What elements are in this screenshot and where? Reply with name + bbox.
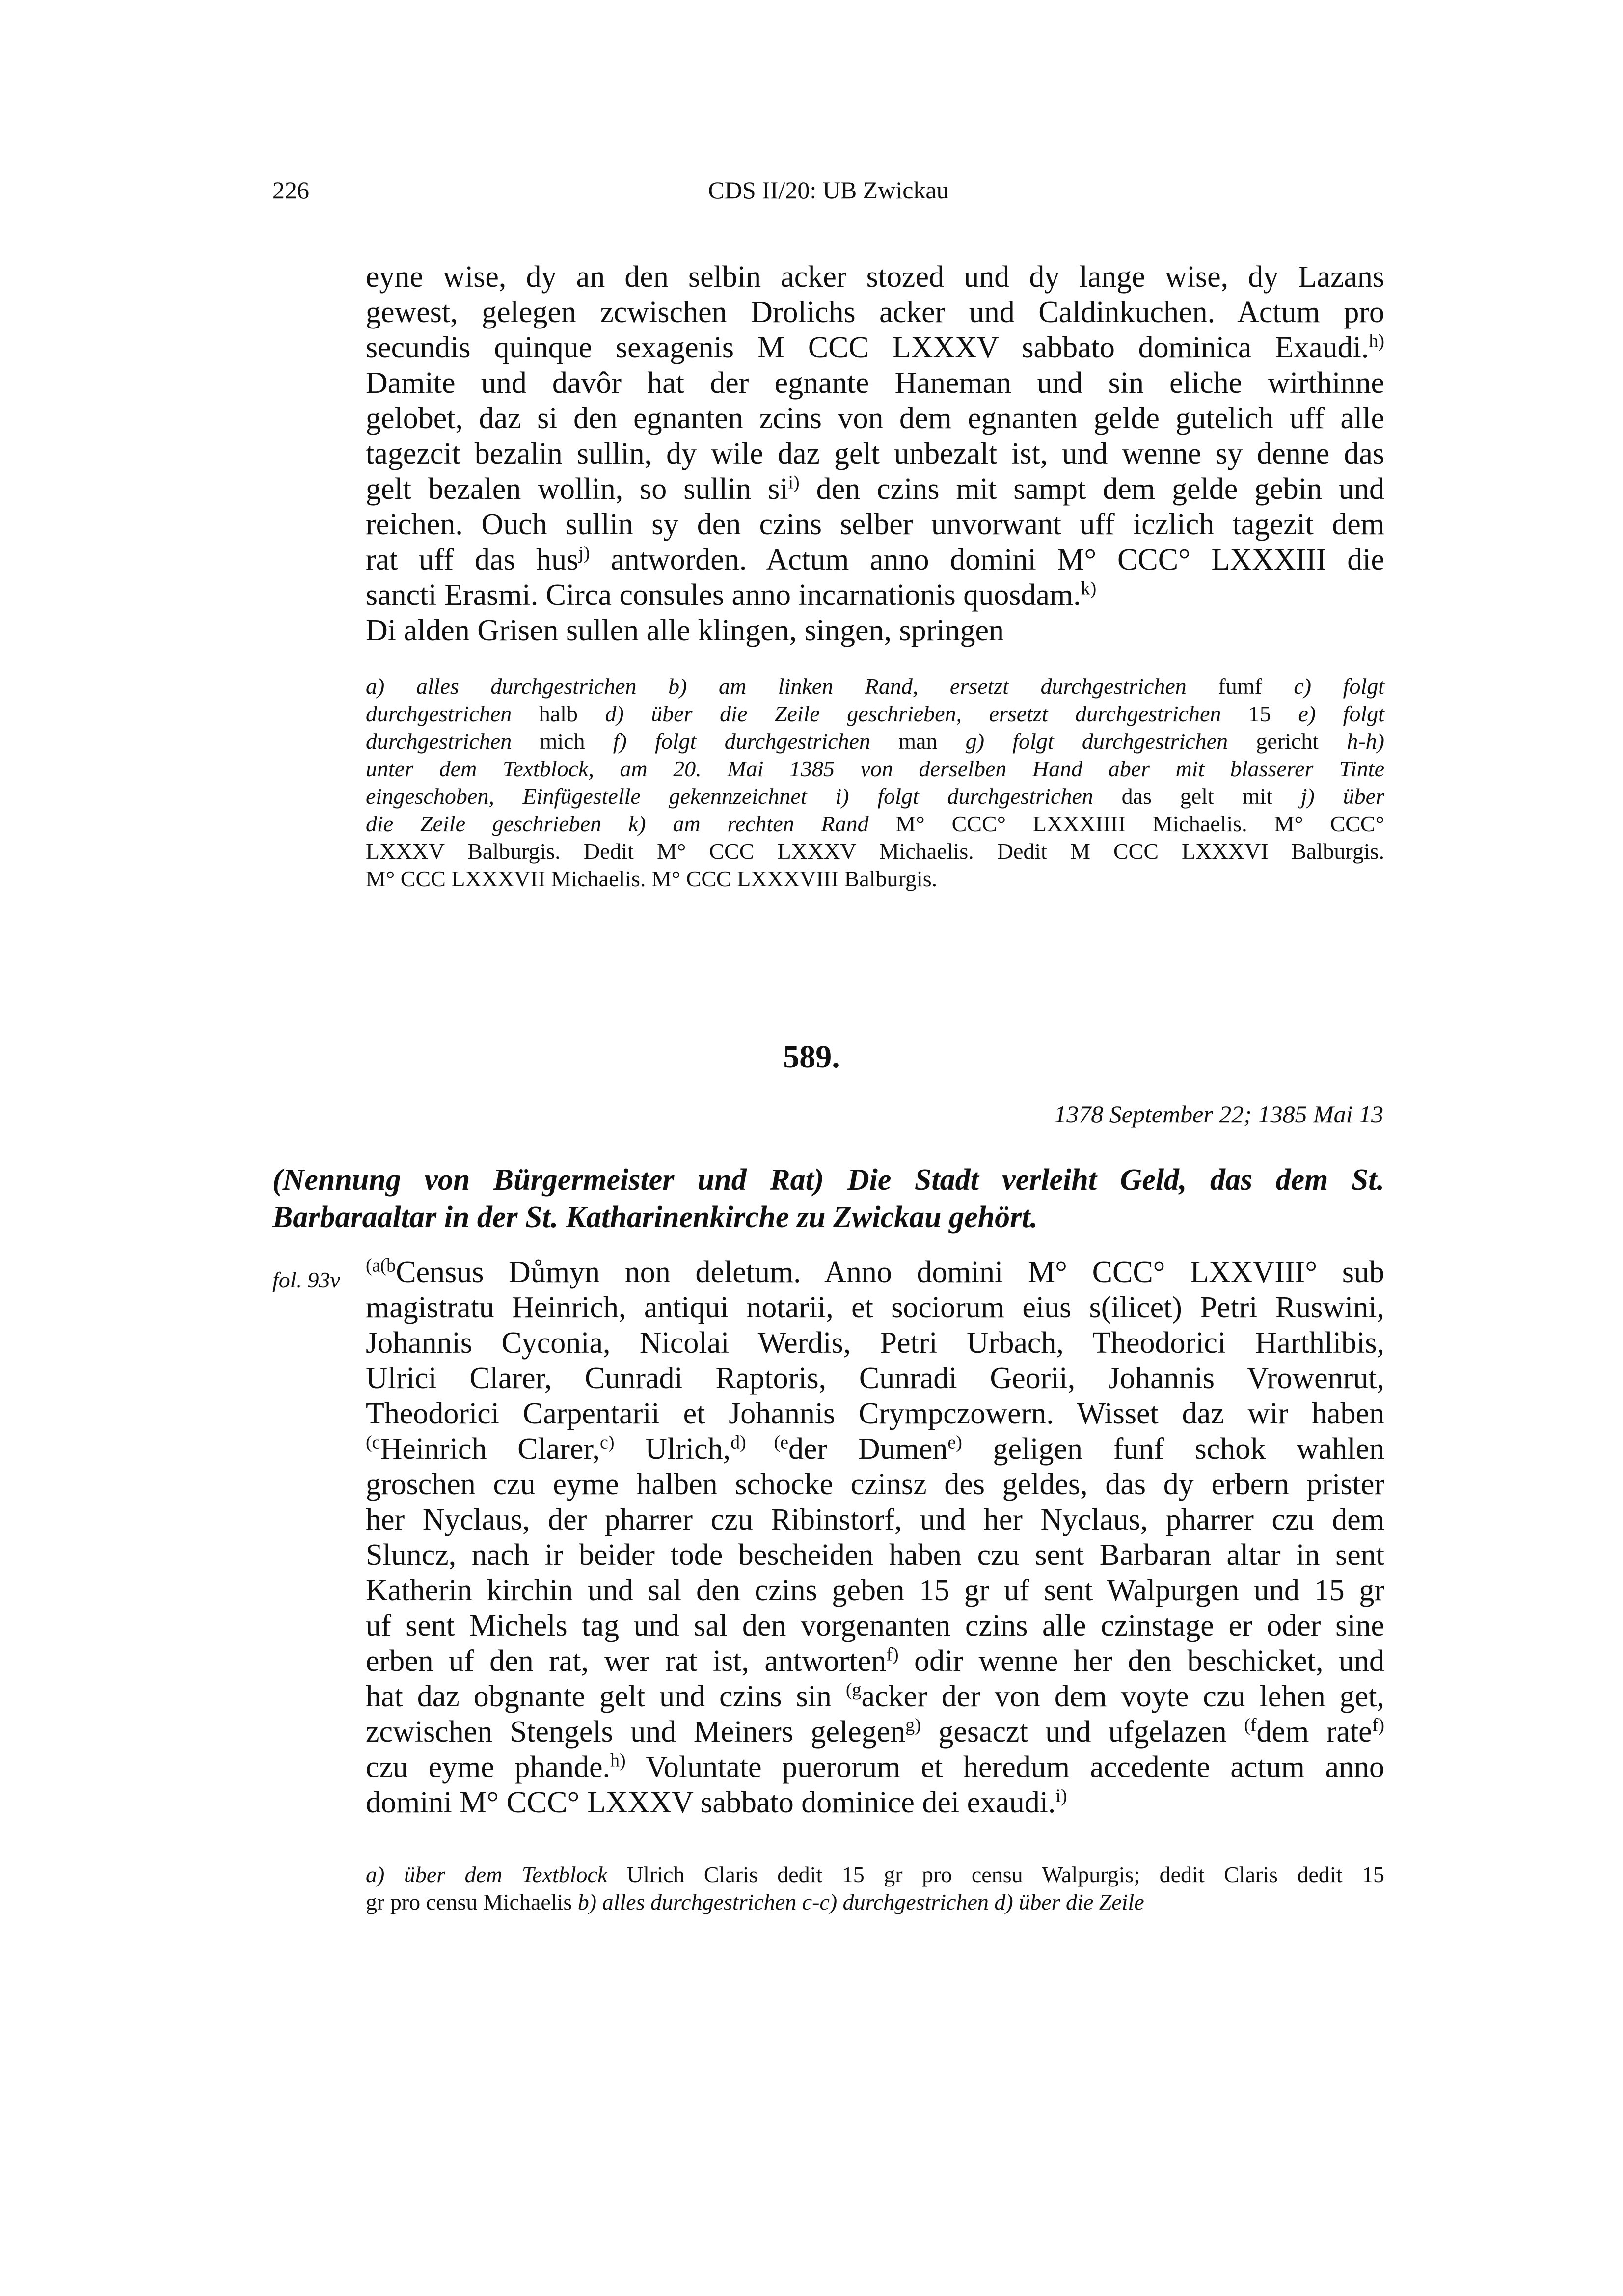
- document-number: 589.: [783, 1039, 840, 1075]
- text-line: gelt bezalen wollin, so sullin $si^{i)}$ den czins mit sampt dem gelde gebin und: [366, 472, 1385, 506]
- body-line: zcwischen Stengels und Meiners gelegen$^{g)}$ gesaczt und ufgelazen $^{(f}$dem rate$^{f)}$: [366, 1715, 1385, 1749]
- apparatus-line: M° CCC LXXXVII Michaelis. M° CCC LXXXVIII Balburgis.: [366, 866, 938, 891]
- footnote-marker: h): [1369, 330, 1384, 352]
- apparatus-line: a) über dem Textblock Ulrich Claris dedit 15 gr pro censu Walpurgis; dedit Claris dedit 15: [366, 1862, 1384, 1887]
- continued-text: [366, 259, 1384, 648]
- running-title: CDS II/20: UB Zwickau: [708, 176, 949, 204]
- regest: [272, 1161, 1384, 1236]
- critical-apparatus-2: [366, 1861, 1384, 1916]
- footnote-marker: j): [578, 543, 590, 564]
- body-line: czu eyme phande.$^{h)}$ Voluntate puerorum et heredum accedente actum anno: [366, 1750, 1384, 1784]
- critical-apparatus-1: [366, 673, 1384, 893]
- folio-reference: fol. 93v: [272, 1267, 340, 1292]
- apparatus-line: gr pro censu Michaelis b) alles durchgestrichen c-c) durchgestrichen d) über die Zeile: [366, 1889, 1144, 1914]
- text-line: eyne wise, dy an den selbin acker stozed und dy lange wise, dy Lazans: [366, 260, 1384, 294]
- text-line: gelobet, daz si den egnanten zcins von dem egnanten gelde gutelich uff alle: [366, 402, 1384, 435]
- text-line: sancti Erasmi. Circa consules anno incarnationis quosdam.$^{k)}$: [366, 578, 1097, 612]
- footnote-marker: i): [788, 472, 800, 493]
- apparatus-line: LXXXV Balburgis. Dedit M° CCC LXXXV Michaelis. Dedit M CCC LXXXVI Balburgis.: [366, 839, 1384, 864]
- body-line: Ulrici Clarer, Cunradi Raptoris, Cunradi Georii, Johannis Vrowenrut,: [366, 1362, 1384, 1395]
- regest-line: Barbaraaltar in der St. Katharinenkirche zu Zwickau gehört.: [272, 1201, 1038, 1234]
- body-line: $^{(c}$Heinrich Clarer,$^{c)}$ Ulrich,$^{d)}$ $^{(e}$der Dumen$^{e)}$ geligen funf schok wahlen: [366, 1432, 1385, 1466]
- document-body: [366, 1255, 1384, 1820]
- page-header: [272, 176, 1384, 215]
- body-line: erben uf den rat, wer rat ist, antworten$^{f)}$ odir wenne her den beschicket, und: [366, 1644, 1384, 1678]
- apparatus-line: durchgestrichen halb d) über die Zeile geschrieben, ersetzt durchgestrichen 15 e) folgt: [366, 701, 1384, 726]
- apparatus-line: unter dem Textblock, am 20. Mai 1385 von derselben Hand aber mit blasserer Tinte: [366, 756, 1384, 781]
- body-line: groschen czu eyme halben schocke czinsz des geldes, das dy erbern prister: [366, 1468, 1384, 1501]
- page-number: 226: [272, 176, 309, 204]
- text-line: secundis quinque sexagenis M CCC LXXXV sabbato dominica Exaudi.$^{h)}$: [366, 330, 1384, 364]
- apparatus-line: a) alles durchgestrichen b) am linken Rand, ersetzt durchgestrichen fumf c) folgt: [366, 674, 1385, 699]
- document-date: 1378 September 22; 1385 Mai 13: [1054, 1100, 1383, 1128]
- text-line: Di alden Grisen sullen alle klingen, singen, springen: [366, 614, 1004, 647]
- body-line: domini M° CCC° LXXXV sabbato dominice dei exaudi.$^{i)}$: [366, 1785, 1067, 1819]
- text-line: reichen. Ouch sullin sy den czins selber unvorwant uff iczlich tagezit dem: [366, 508, 1384, 541]
- body-line: Sluncz, nach ir beider tode bescheiden haben czu sent Barbaran altar in sent: [366, 1538, 1384, 1572]
- footnote-marker: k): [1081, 578, 1097, 599]
- body-line: Katherin kirchin und sal den czins geben 15 gr uf sent Walpurgen und 15 gr: [366, 1574, 1384, 1607]
- apparatus-line: durchgestrichen mich f) folgt durchgestrichen man g) folgt durchgestrichen gericht h-h): [366, 729, 1384, 754]
- apparatus-line: eingeschoben, Einfügestelle gekennzeichnet i) folgt durchgestrichen das gelt mit j) über: [366, 784, 1384, 809]
- body-line: $^{(a(b}$Census Důmyn non deletum. Anno domini M° CCC° LXXVIII° sub: [366, 1255, 1384, 1289]
- text-line: tagezcit bezalin sullin, dy wile daz gelt unbezalt ist, und wenne sy denne das: [366, 437, 1384, 470]
- body-line: uf sent Michels tag und sal den vorgenanten czins alle czinstage er oder sine: [366, 1609, 1384, 1642]
- apparatus-line: die Zeile geschrieben k) am rechten Rand M° CCC° LXXXIIII Michaelis. M° CCC°: [366, 811, 1384, 836]
- text-line: Damite und davôr hat der egnante Haneman und sin eliche wirthinne: [366, 366, 1384, 400]
- body-line: Theodorici Carpentarii et Johannis Crympczowern. Wisset daz wir haben: [366, 1397, 1384, 1430]
- regest-line: (Nennung von Bürgermeister und Rat) Die Stadt verleiht Geld, das dem St.: [272, 1163, 1384, 1197]
- body-line: her Nyclaus, der pharrer czu Ribinstorf, und her Nyclaus, pharrer czu dem: [366, 1503, 1384, 1536]
- body-line: magistratu Heinrich, antiqui notarii, et sociorum eius s(ilicet) Petri Ruswini,: [366, 1291, 1384, 1324]
- body-line: hat daz obgnante gelt und czins sin $^{(g}$acker der von dem voyte czu lehen get,: [366, 1679, 1384, 1713]
- text-line: rat uff das hus$^{j)}$ antworden. Actum anno domini M° CCC° LXXXIII die: [366, 543, 1385, 576]
- text-line: gewest, gelegen zcwischen Drolichs acker und Caldinkuchen. Actum pro: [366, 296, 1384, 329]
- body-line: Johannis Cyconia, Nicolai Werdis, Petri Urbach, Theodorici Harthlibis,: [366, 1326, 1384, 1360]
